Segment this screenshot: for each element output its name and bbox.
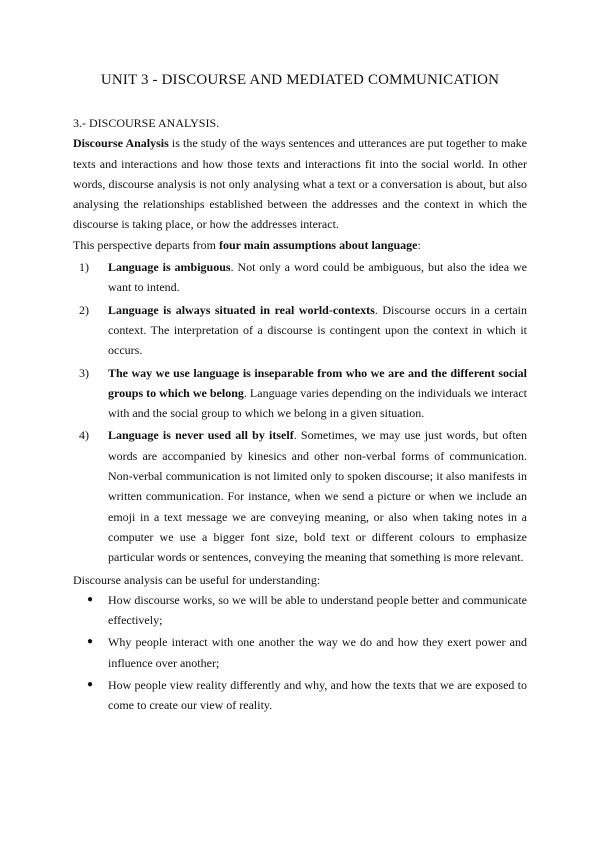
assumption-bold: The way we use language is inseparable from who we are and the different social groups to which we belong xyxy=(108,365,527,400)
intro-paragraph xyxy=(73,133,527,234)
list-number: 4) xyxy=(79,428,89,443)
uses-intro: Discourse analysis can be useful for understanding: xyxy=(73,572,321,587)
intro-text: is the study of the ways sentences and utterances are put together to make texts and interactions and how those texts and interactions fit into the social world. In other words, discourse analysis is not only analysing what a text or a conversation is about, but also analysing the relationships established between the addresses and the context in which the discourse is taking place, or how the addresses interact. xyxy=(73,136,527,232)
intro-term: Discourse Analysis xyxy=(73,136,169,151)
assumptions-list xyxy=(73,257,527,567)
use-text: How discourse works, so we will be able to understand people better and communicate effectively; xyxy=(108,592,527,628)
bullet-icon: ● xyxy=(87,593,94,605)
assumption-text: . Not only a word could be ambiguous, but also the idea we want to intend. xyxy=(108,260,527,295)
list-item xyxy=(73,590,527,631)
assumption-text: . Sometimes, we may use just words, but often words are accompanied by kinesics and other non-verbal forms of communication. Non-verbal communication is not limited only to spoken discourse; it also manifests in written communication. For instance, when we send a picture or when we include an emoji in a text message we are conveying meaning, or also when taking notes in a computer we use a bigger font size, bold text or different colours to emphasize particular words or sentences, conveying the meaning that something is more relevant. xyxy=(108,428,527,565)
use-text: Why people interact with one another the way we do and how they exert power and influence over another; xyxy=(108,635,527,670)
bullet-icon: ● xyxy=(87,636,94,648)
assumption-text: . Discourse occurs in a certain context. The interpretation of a discourse is contingent upon the context in which it occurs. xyxy=(108,302,527,358)
page-title: UNIT 3 - DISCOURSE AND MEDIATED COMMUNICATION xyxy=(100,72,500,88)
section-heading: 3.- DISCOURSE ANALYSIS. xyxy=(73,116,220,130)
assumption-bold: Language is ambiguous xyxy=(108,260,231,275)
list-item xyxy=(73,675,527,716)
list-item xyxy=(73,425,527,567)
list-number: 3) xyxy=(79,365,89,380)
assumption-bold: Language is never used all by itself xyxy=(108,428,294,443)
bullet-icon: ● xyxy=(87,679,94,691)
uses-list xyxy=(73,590,527,716)
perspective-line xyxy=(73,235,527,255)
list-item xyxy=(73,257,527,298)
document-body xyxy=(73,113,527,718)
list-item xyxy=(73,300,527,361)
use-text: How people view reality differently and why, and how the texts that we are exposed to come to create our view of reality. xyxy=(108,678,527,713)
perspective-prefix: This perspective departs from xyxy=(73,237,219,252)
assumption-text: . Language varies depending on the individuals we interact with and the social group to which we belong in a given situation. xyxy=(108,385,527,421)
perspective-bold: four main assumptions about language xyxy=(218,237,418,252)
assumption-bold: Language is always situated in real world-contexts xyxy=(108,302,375,317)
list-number: 1) xyxy=(79,260,89,275)
list-item xyxy=(73,363,527,424)
list-number: 2) xyxy=(79,302,89,317)
perspective-suffix: : xyxy=(417,237,421,252)
list-item xyxy=(73,632,527,673)
